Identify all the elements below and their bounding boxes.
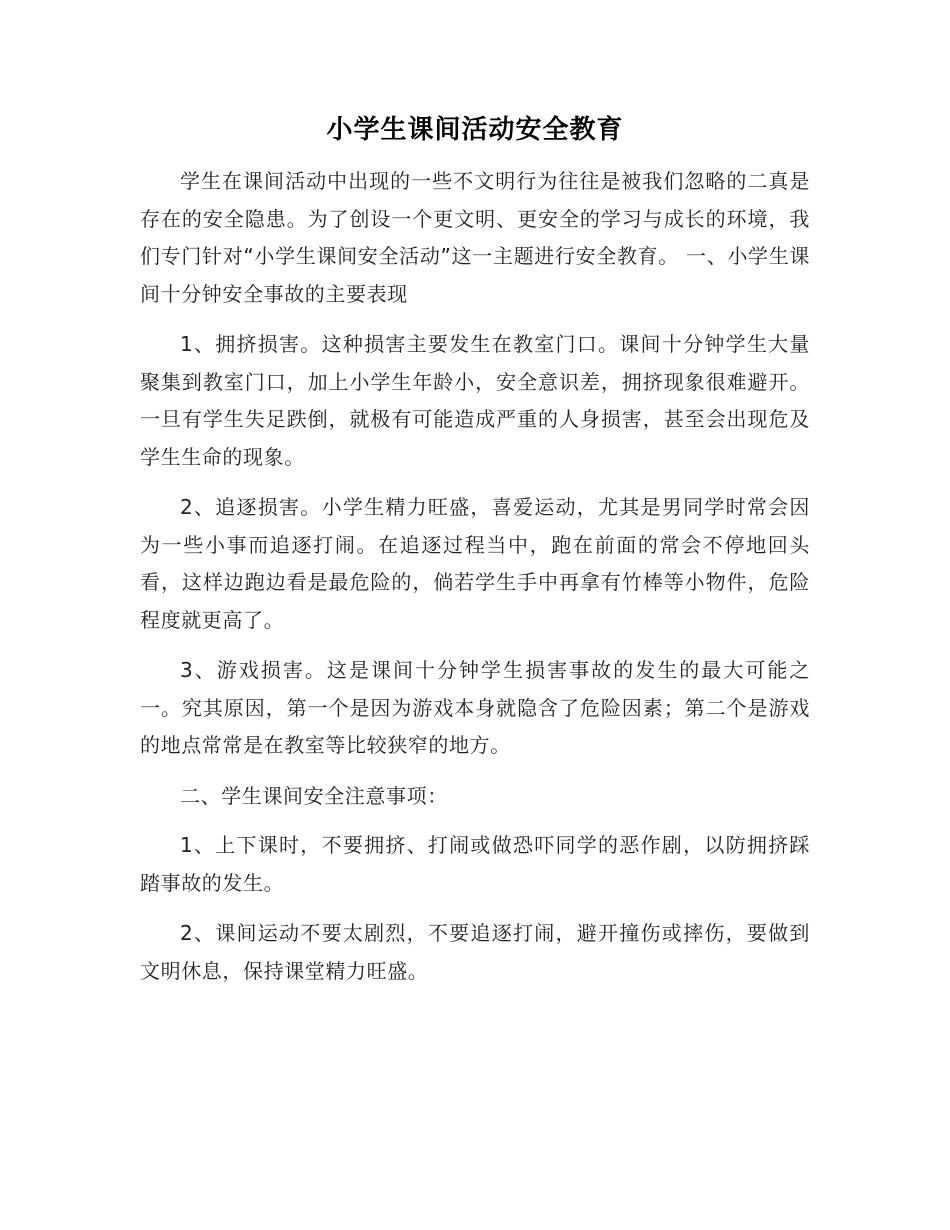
paragraph-crowding: 1、拥挤损害。这种损害主要发生在教室门口。课间十分钟学生大量聚集到教室门口，加上小学生年龄小，安全意识差，拥挤现象很难避开。一旦有学生失足跌倒，就极有可能造成严重的人身损害，甚至会出现危及学生生命的现象。: [140, 332, 810, 469]
section-heading-precautions: 二、学生课间安全注意事项：: [180, 783, 448, 808]
document-title: 小学生课间活动安全教育: [326, 115, 624, 145]
paragraph-games: 3、游戏损害。这是课间十分钟学生损害事故的发生的最大可能之一。究其原因，第一个是因为游戏本身就隐含了危险因素；第二个是游戏的地点常常是在教室等比较狭窄的地方。: [140, 658, 810, 757]
paragraph-precaution-1: 1、上下课时，不要拥挤、打闹或做恐吓同学的恶作剧，以防拥挤踩踏事故的发生。: [140, 833, 810, 895]
paragraph-chasing: 2、追逐损害。小学生精力旺盛，喜爱运动，尤其是男同学时常会因为一些小事而追逐打闹。在追逐过程当中，跑在前面的常会不停地回头看，这样边跑边看是最危险的，倘若学生手中再拿有竹棒等小物件，危险程度就更高了。: [140, 495, 810, 632]
paragraph-intro: 学生在课间活动中出现的一些不文明行为往往是被我们忽略的二真是存在的安全隐患。为了创设一个更文明、更安全的学习与成长的环境，我们专门针对“小学生课间安全活动”这一主题进行安全教育。 一、小学生课间十分钟安全事故的主要表现: [140, 169, 810, 306]
document-body: [140, 163, 810, 1003]
paragraph-precaution-2: 2、课间运动不要太剧烈，不要追逐打闹，避开撞伤或摔伤，要做到文明休息，保持课堂精力旺盛。: [140, 921, 810, 983]
